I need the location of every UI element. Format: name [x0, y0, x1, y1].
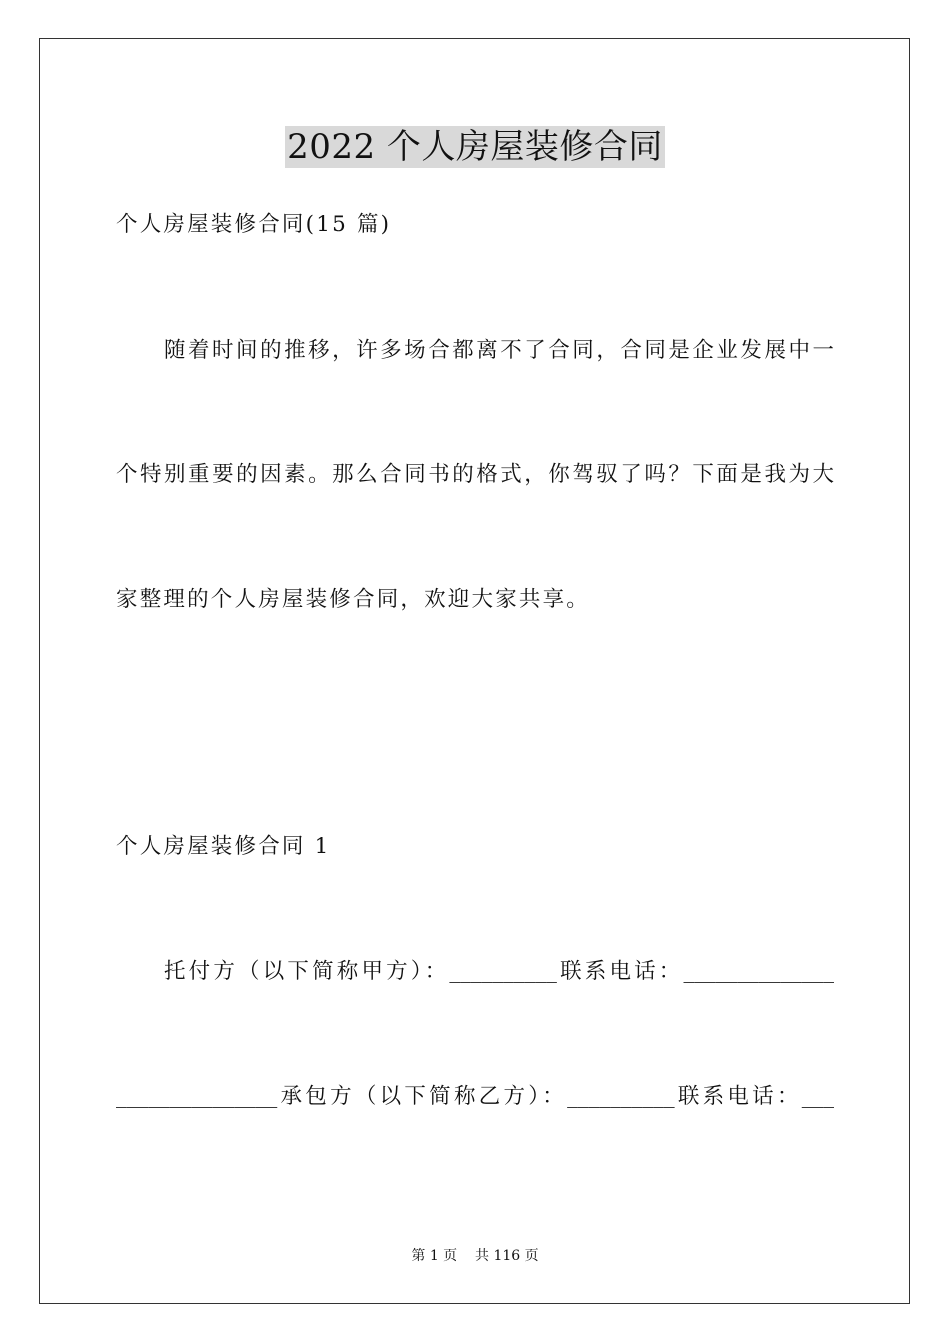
intro-line-2: 个特别重要的因素。那么合同书的格式，你驾驭了吗？下面是我为大 [116, 462, 834, 487]
page-total: 共 116 页 [475, 1248, 539, 1264]
intro-line-1: 随着时间的推移，许多场合都离不了合同，合同是企业发展中一 [164, 338, 834, 363]
intro-line-3: 家整理的个人房屋装修合同，欢迎大家共享。 [116, 587, 591, 612]
contract-line-1: 托付方（以下简称甲方）：__________联系电话：______________ [164, 959, 834, 984]
title-container [0, 126, 950, 168]
document-subtitle: 个人房屋装修合同(15 篇) [116, 212, 392, 237]
document-title: 2022 个人房屋装修合同 [287, 127, 663, 167]
page-footer [0, 1247, 950, 1265]
contract-line-2: _______________承包方（以下简称乙方）：__________联系电话：___ [116, 1084, 834, 1109]
section-heading: 个人房屋装修合同 1 [116, 834, 331, 859]
page-number: 第 1 页 [411, 1248, 458, 1264]
